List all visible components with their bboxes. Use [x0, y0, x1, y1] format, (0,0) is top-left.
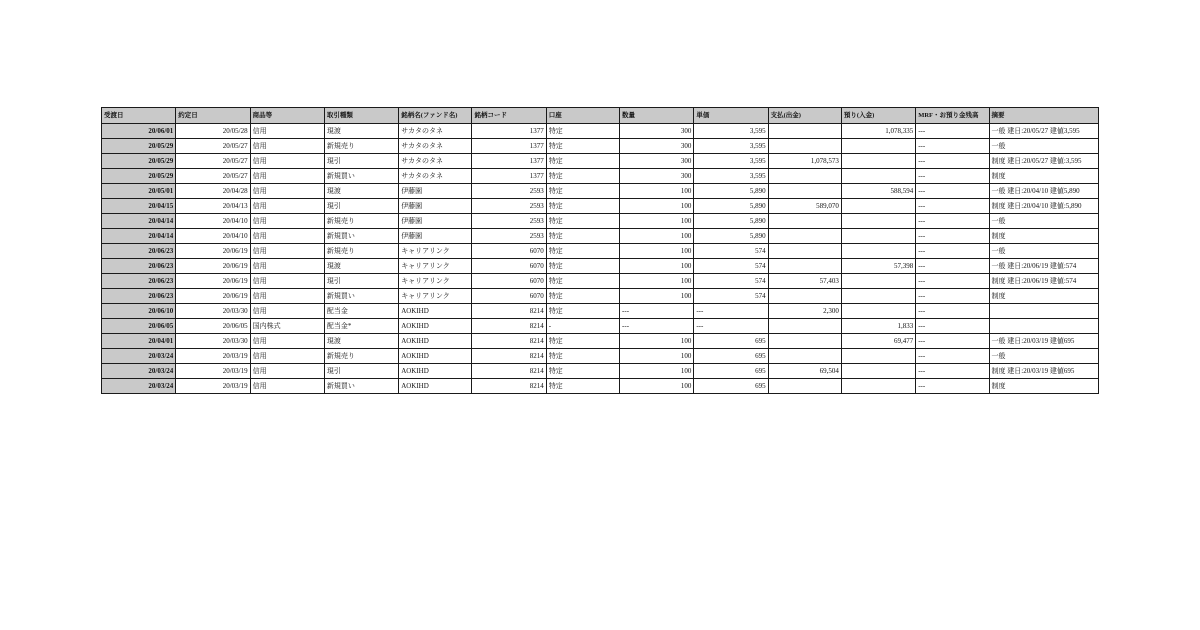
cell-payment: [768, 184, 841, 199]
column-header-deposit: 預り(入金): [841, 108, 915, 124]
cell-remarks: 一般 建日:20/04/10 建値5,890: [989, 184, 1099, 199]
cell-mrf-balance: ---: [916, 124, 989, 139]
cell-issue-code: 1377: [472, 169, 546, 184]
cell-product: 国内株式: [250, 319, 324, 334]
cell-unit-price: ---: [694, 304, 768, 319]
cell-mrf-balance: ---: [916, 319, 989, 334]
cell-account: 特定: [546, 154, 619, 169]
cell-settlement-date: 20/04/14: [102, 229, 176, 244]
column-header-mrf-balance: MRF・お預り金残高: [916, 108, 989, 124]
cell-deposit: 69,477: [841, 334, 915, 349]
cell-account: 特定: [546, 274, 619, 289]
cell-issue-name: サカタのタネ: [399, 124, 472, 139]
cell-transaction-type: 現引: [324, 199, 398, 214]
cell-product: 信用: [250, 364, 324, 379]
cell-trade-date: 20/05/27: [176, 139, 250, 154]
cell-trade-date: 20/06/19: [176, 289, 250, 304]
cell-settlement-date: 20/03/24: [102, 349, 176, 364]
cell-payment: [768, 169, 841, 184]
cell-transaction-type: 現渡: [324, 124, 398, 139]
cell-trade-date: 20/04/28: [176, 184, 250, 199]
cell-remarks: 一般: [989, 349, 1099, 364]
cell-account: 特定: [546, 199, 619, 214]
cell-unit-price: 695: [694, 349, 768, 364]
cell-settlement-date: 20/06/01: [102, 124, 176, 139]
cell-deposit: [841, 379, 915, 394]
cell-product: 信用: [250, 349, 324, 364]
cell-remarks: 一般: [989, 139, 1099, 154]
cell-account: 特定: [546, 169, 619, 184]
cell-issue-code: 8214: [472, 364, 546, 379]
cell-settlement-date: 20/06/23: [102, 244, 176, 259]
cell-payment: [768, 349, 841, 364]
table-row: [102, 229, 1099, 244]
cell-account: 特定: [546, 214, 619, 229]
cell-quantity: ---: [620, 304, 694, 319]
cell-issue-code: 8214: [472, 319, 546, 334]
cell-transaction-type: 新規買い: [324, 229, 398, 244]
cell-quantity: ---: [620, 319, 694, 334]
cell-deposit: [841, 169, 915, 184]
cell-issue-name: 伊藤園: [399, 199, 472, 214]
cell-product: 信用: [250, 184, 324, 199]
cell-issue-name: 伊藤園: [399, 184, 472, 199]
cell-trade-date: 20/05/28: [176, 124, 250, 139]
cell-quantity: 100: [620, 379, 694, 394]
cell-transaction-type: 現渡: [324, 259, 398, 274]
cell-mrf-balance: ---: [916, 379, 989, 394]
cell-remarks: 一般: [989, 214, 1099, 229]
cell-trade-date: 20/06/19: [176, 274, 250, 289]
cell-product: 信用: [250, 379, 324, 394]
cell-unit-price: 574: [694, 289, 768, 304]
cell-account: 特定: [546, 364, 619, 379]
cell-product: 信用: [250, 229, 324, 244]
cell-remarks: [989, 319, 1099, 334]
cell-unit-price: 5,890: [694, 214, 768, 229]
cell-account: 特定: [546, 289, 619, 304]
cell-settlement-date: 20/06/10: [102, 304, 176, 319]
cell-issue-code: 8214: [472, 304, 546, 319]
cell-transaction-type: 現渡: [324, 334, 398, 349]
cell-payment: [768, 229, 841, 244]
cell-remarks: 一般 建日:20/03/19 建値695: [989, 334, 1099, 349]
cell-deposit: [841, 229, 915, 244]
cell-remarks: 制度 建日:20/04/10 建値:5,890: [989, 199, 1099, 214]
cell-deposit: 1,833: [841, 319, 915, 334]
cell-quantity: 100: [620, 184, 694, 199]
cell-issue-name: AOKIHD: [399, 349, 472, 364]
cell-issue-code: 1377: [472, 154, 546, 169]
cell-remarks: 一般 建日:20/05/27 建値3,595: [989, 124, 1099, 139]
cell-issue-name: AOKIHD: [399, 379, 472, 394]
cell-settlement-date: 20/05/29: [102, 169, 176, 184]
cell-deposit: [841, 364, 915, 379]
column-header-trade-date: 約定日: [176, 108, 250, 124]
cell-quantity: 100: [620, 364, 694, 379]
cell-deposit: [841, 199, 915, 214]
cell-issue-code: 2593: [472, 214, 546, 229]
cell-settlement-date: 20/05/01: [102, 184, 176, 199]
cell-unit-price: 5,890: [694, 199, 768, 214]
table-row: [102, 124, 1099, 139]
cell-transaction-type: 新規売り: [324, 244, 398, 259]
column-header-issue-code: 銘柄コード: [472, 108, 546, 124]
cell-deposit: [841, 139, 915, 154]
cell-product: 信用: [250, 199, 324, 214]
cell-transaction-type: 新規買い: [324, 289, 398, 304]
cell-mrf-balance: ---: [916, 154, 989, 169]
cell-deposit: [841, 154, 915, 169]
cell-payment: 69,504: [768, 364, 841, 379]
cell-settlement-date: 20/03/24: [102, 364, 176, 379]
table-row: [102, 379, 1099, 394]
cell-mrf-balance: ---: [916, 289, 989, 304]
cell-settlement-date: 20/03/24: [102, 379, 176, 394]
cell-payment: 1,078,573: [768, 154, 841, 169]
cell-payment: [768, 124, 841, 139]
column-header-quantity: 数量: [620, 108, 694, 124]
cell-deposit: 57,398: [841, 259, 915, 274]
cell-quantity: 100: [620, 199, 694, 214]
cell-product: 信用: [250, 139, 324, 154]
cell-issue-name: 伊藤園: [399, 214, 472, 229]
transaction-table: [101, 107, 1099, 394]
cell-quantity: 100: [620, 274, 694, 289]
cell-unit-price: 574: [694, 244, 768, 259]
cell-issue-code: 6070: [472, 289, 546, 304]
cell-issue-code: 2593: [472, 229, 546, 244]
cell-transaction-type: 新規買い: [324, 169, 398, 184]
cell-quantity: 100: [620, 229, 694, 244]
table-header-row: [102, 108, 1099, 124]
table-row: [102, 319, 1099, 334]
column-header-product: 商品等: [250, 108, 324, 124]
cell-trade-date: 20/03/30: [176, 304, 250, 319]
cell-issue-code: 6070: [472, 259, 546, 274]
cell-account: 特定: [546, 259, 619, 274]
cell-product: 信用: [250, 289, 324, 304]
cell-remarks: [989, 304, 1099, 319]
column-header-transaction-type: 取引種類: [324, 108, 398, 124]
cell-deposit: [841, 244, 915, 259]
cell-issue-code: 8214: [472, 334, 546, 349]
table-row: [102, 259, 1099, 274]
cell-deposit: [841, 214, 915, 229]
cell-trade-date: 20/03/30: [176, 334, 250, 349]
cell-remarks: 制度: [989, 229, 1099, 244]
cell-issue-name: キャリアリンク: [399, 259, 472, 274]
cell-payment: [768, 244, 841, 259]
column-header-issue-name: 銘柄名(ファンド名): [399, 108, 472, 124]
cell-mrf-balance: ---: [916, 139, 989, 154]
cell-mrf-balance: ---: [916, 364, 989, 379]
cell-account: 特定: [546, 379, 619, 394]
cell-unit-price: 5,890: [694, 184, 768, 199]
cell-payment: 2,300: [768, 304, 841, 319]
cell-deposit: [841, 349, 915, 364]
cell-account: 特定: [546, 124, 619, 139]
cell-unit-price: 5,890: [694, 229, 768, 244]
cell-mrf-balance: ---: [916, 244, 989, 259]
cell-issue-name: AOKIHD: [399, 319, 472, 334]
cell-issue-name: サカタのタネ: [399, 169, 472, 184]
cell-issue-code: 6070: [472, 274, 546, 289]
cell-transaction-type: 新規売り: [324, 349, 398, 364]
cell-trade-date: 20/04/10: [176, 214, 250, 229]
cell-product: 信用: [250, 154, 324, 169]
table-row: [102, 154, 1099, 169]
table-row: [102, 244, 1099, 259]
cell-quantity: 300: [620, 154, 694, 169]
cell-payment: 589,070: [768, 199, 841, 214]
table-row: [102, 139, 1099, 154]
cell-remarks: 制度: [989, 169, 1099, 184]
cell-deposit: [841, 304, 915, 319]
cell-product: 信用: [250, 214, 324, 229]
cell-trade-date: 20/05/27: [176, 154, 250, 169]
cell-issue-name: AOKIHD: [399, 364, 472, 379]
cell-remarks: 制度 建日:20/05/27 建値:3,595: [989, 154, 1099, 169]
cell-remarks: 制度: [989, 379, 1099, 394]
cell-quantity: 100: [620, 259, 694, 274]
table-row: [102, 169, 1099, 184]
cell-trade-date: 20/04/10: [176, 229, 250, 244]
cell-unit-price: 3,595: [694, 124, 768, 139]
cell-remarks: 制度 建日:20/03/19 建値695: [989, 364, 1099, 379]
cell-issue-name: キャリアリンク: [399, 244, 472, 259]
column-header-remarks: 摘要: [989, 108, 1099, 124]
cell-quantity: 100: [620, 289, 694, 304]
table-row: [102, 214, 1099, 229]
column-header-account: 口座: [546, 108, 619, 124]
cell-issue-name: 伊藤園: [399, 229, 472, 244]
table-row: [102, 334, 1099, 349]
table-row: [102, 184, 1099, 199]
cell-mrf-balance: ---: [916, 274, 989, 289]
cell-unit-price: ---: [694, 319, 768, 334]
cell-unit-price: 3,595: [694, 169, 768, 184]
cell-transaction-type: 新規買い: [324, 379, 398, 394]
cell-issue-name: キャリアリンク: [399, 274, 472, 289]
cell-remarks: 制度: [989, 289, 1099, 304]
cell-quantity: 300: [620, 124, 694, 139]
cell-transaction-type: 現引: [324, 154, 398, 169]
cell-unit-price: 695: [694, 379, 768, 394]
cell-settlement-date: 20/05/29: [102, 139, 176, 154]
cell-quantity: 100: [620, 214, 694, 229]
cell-transaction-type: 現引: [324, 364, 398, 379]
cell-product: 信用: [250, 304, 324, 319]
table-row: [102, 274, 1099, 289]
table-row: [102, 364, 1099, 379]
cell-transaction-type: 新規売り: [324, 214, 398, 229]
cell-payment: [768, 334, 841, 349]
cell-unit-price: 695: [694, 364, 768, 379]
cell-mrf-balance: ---: [916, 229, 989, 244]
cell-account: -: [546, 319, 619, 334]
cell-product: 信用: [250, 259, 324, 274]
table-row: [102, 304, 1099, 319]
cell-transaction-type: 現引: [324, 274, 398, 289]
cell-remarks: 一般: [989, 244, 1099, 259]
cell-payment: [768, 379, 841, 394]
cell-quantity: 100: [620, 244, 694, 259]
cell-trade-date: 20/06/05: [176, 319, 250, 334]
cell-product: 信用: [250, 244, 324, 259]
cell-quantity: 100: [620, 349, 694, 364]
cell-issue-name: サカタのタネ: [399, 154, 472, 169]
cell-quantity: 100: [620, 334, 694, 349]
table-row: [102, 349, 1099, 364]
cell-mrf-balance: ---: [916, 304, 989, 319]
table-row: [102, 289, 1099, 304]
cell-issue-code: 1377: [472, 139, 546, 154]
column-header-settlement-date: 受渡日: [102, 108, 176, 124]
cell-issue-code: 1377: [472, 124, 546, 139]
cell-payment: [768, 289, 841, 304]
cell-settlement-date: 20/06/23: [102, 274, 176, 289]
cell-unit-price: 574: [694, 274, 768, 289]
cell-issue-name: キャリアリンク: [399, 289, 472, 304]
cell-deposit: [841, 289, 915, 304]
cell-quantity: 300: [620, 169, 694, 184]
cell-payment: 57,403: [768, 274, 841, 289]
cell-account: 特定: [546, 139, 619, 154]
cell-account: 特定: [546, 304, 619, 319]
cell-issue-code: 8214: [472, 349, 546, 364]
cell-trade-date: 20/06/19: [176, 244, 250, 259]
cell-payment: [768, 139, 841, 154]
cell-unit-price: 3,595: [694, 154, 768, 169]
column-header-unit-price: 単価: [694, 108, 768, 124]
cell-mrf-balance: ---: [916, 334, 989, 349]
cell-remarks: 一般 建日:20/06/19 建値:574: [989, 259, 1099, 274]
cell-account: 特定: [546, 334, 619, 349]
cell-mrf-balance: ---: [916, 349, 989, 364]
cell-account: 特定: [546, 229, 619, 244]
cell-mrf-balance: ---: [916, 259, 989, 274]
cell-product: 信用: [250, 334, 324, 349]
cell-product: 信用: [250, 124, 324, 139]
cell-issue-name: AOKIHD: [399, 334, 472, 349]
cell-issue-code: 8214: [472, 379, 546, 394]
cell-settlement-date: 20/04/01: [102, 334, 176, 349]
cell-settlement-date: 20/04/15: [102, 199, 176, 214]
cell-settlement-date: 20/04/14: [102, 214, 176, 229]
cell-mrf-balance: ---: [916, 199, 989, 214]
cell-issue-code: 6070: [472, 244, 546, 259]
cell-account: 特定: [546, 349, 619, 364]
cell-issue-name: AOKIHD: [399, 304, 472, 319]
cell-mrf-balance: ---: [916, 184, 989, 199]
cell-trade-date: 20/03/19: [176, 364, 250, 379]
column-header-payment: 支払(出金): [768, 108, 841, 124]
table-body: [102, 124, 1099, 394]
cell-issue-code: 2593: [472, 199, 546, 214]
cell-deposit: 588,594: [841, 184, 915, 199]
cell-settlement-date: 20/05/29: [102, 154, 176, 169]
cell-unit-price: 574: [694, 259, 768, 274]
cell-product: 信用: [250, 274, 324, 289]
cell-settlement-date: 20/06/23: [102, 259, 176, 274]
cell-unit-price: 695: [694, 334, 768, 349]
cell-issue-name: サカタのタネ: [399, 139, 472, 154]
cell-issue-code: 2593: [472, 184, 546, 199]
cell-remarks: 制度 建日:20/06/19 建値:574: [989, 274, 1099, 289]
cell-transaction-type: 現渡: [324, 184, 398, 199]
cell-transaction-type: 新規売り: [324, 139, 398, 154]
cell-deposit: 1,078,335: [841, 124, 915, 139]
table-row: [102, 199, 1099, 214]
cell-quantity: 300: [620, 139, 694, 154]
cell-trade-date: 20/06/19: [176, 259, 250, 274]
cell-transaction-type: 配当金*: [324, 319, 398, 334]
cell-mrf-balance: ---: [916, 169, 989, 184]
cell-trade-date: 20/03/19: [176, 379, 250, 394]
cell-payment: [768, 259, 841, 274]
cell-product: 信用: [250, 169, 324, 184]
cell-mrf-balance: ---: [916, 214, 989, 229]
cell-settlement-date: 20/06/05: [102, 319, 176, 334]
cell-payment: [768, 214, 841, 229]
cell-trade-date: 20/05/27: [176, 169, 250, 184]
cell-trade-date: 20/03/19: [176, 349, 250, 364]
transaction-history-sheet: [101, 107, 1099, 394]
cell-transaction-type: 配当金: [324, 304, 398, 319]
cell-trade-date: 20/04/13: [176, 199, 250, 214]
cell-deposit: [841, 274, 915, 289]
cell-payment: [768, 319, 841, 334]
cell-account: 特定: [546, 244, 619, 259]
cell-account: 特定: [546, 184, 619, 199]
cell-settlement-date: 20/06/23: [102, 289, 176, 304]
cell-unit-price: 3,595: [694, 139, 768, 154]
